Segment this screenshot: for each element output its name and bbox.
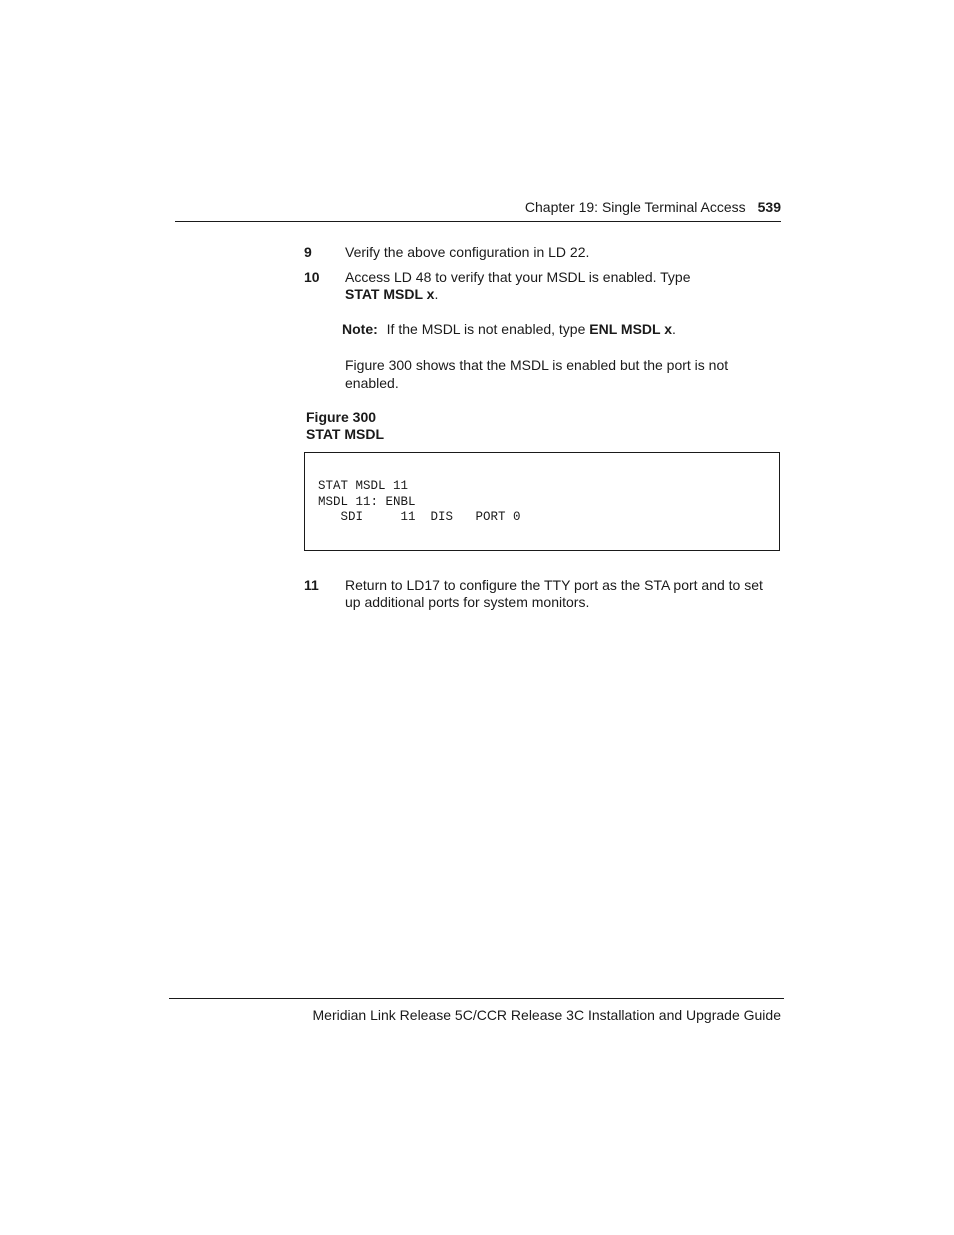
footer-rule [169, 998, 784, 999]
step-text: Verify the above configuration in LD 22. [345, 244, 590, 260]
note-text-after: . [672, 321, 676, 337]
step-9 [304, 244, 774, 261]
step-text-before: Access LD 48 to verify that your MSDL is enabled. Type [345, 269, 691, 285]
step-number: 9 [304, 244, 312, 260]
figure-title: STAT MSDL [306, 426, 385, 442]
header-rule [175, 221, 781, 222]
page-header [525, 199, 781, 215]
step-number: 11 [304, 577, 319, 593]
step-command: STAT MSDL x [345, 286, 435, 302]
step-number: 10 [304, 269, 320, 285]
note-text-before: If the MSDL is not enabled, type [386, 321, 586, 337]
figure-caption [306, 409, 384, 443]
code-output: STAT MSDL 11 MSDL 11: ENBL SDI 11 DIS PORT 0 [318, 479, 521, 524]
note-label: Note: [342, 321, 378, 337]
page-number: 539 [757, 199, 781, 215]
code-box [304, 452, 780, 551]
step-text [345, 269, 774, 303]
step-10 [304, 269, 774, 303]
chapter-title: Chapter 19: Single Terminal Access [524, 199, 746, 215]
page-footer: Meridian Link Release 5C/CCR Release 3C Installation and Upgrade Guide [312, 1007, 781, 1023]
step-text-after: . [434, 286, 439, 302]
step-text: Return to LD17 to configure the TTY port as the STA port and to set up additional ports for system monitors. [345, 577, 763, 610]
step-11 [304, 577, 774, 611]
note [342, 321, 676, 338]
figure-number: Figure 300 [306, 409, 377, 425]
figure-reference-paragraph: Figure 300 shows that the MSDL is enabled but the port is not enabled. [345, 357, 729, 391]
note-command: ENL MSDL x [589, 321, 673, 337]
